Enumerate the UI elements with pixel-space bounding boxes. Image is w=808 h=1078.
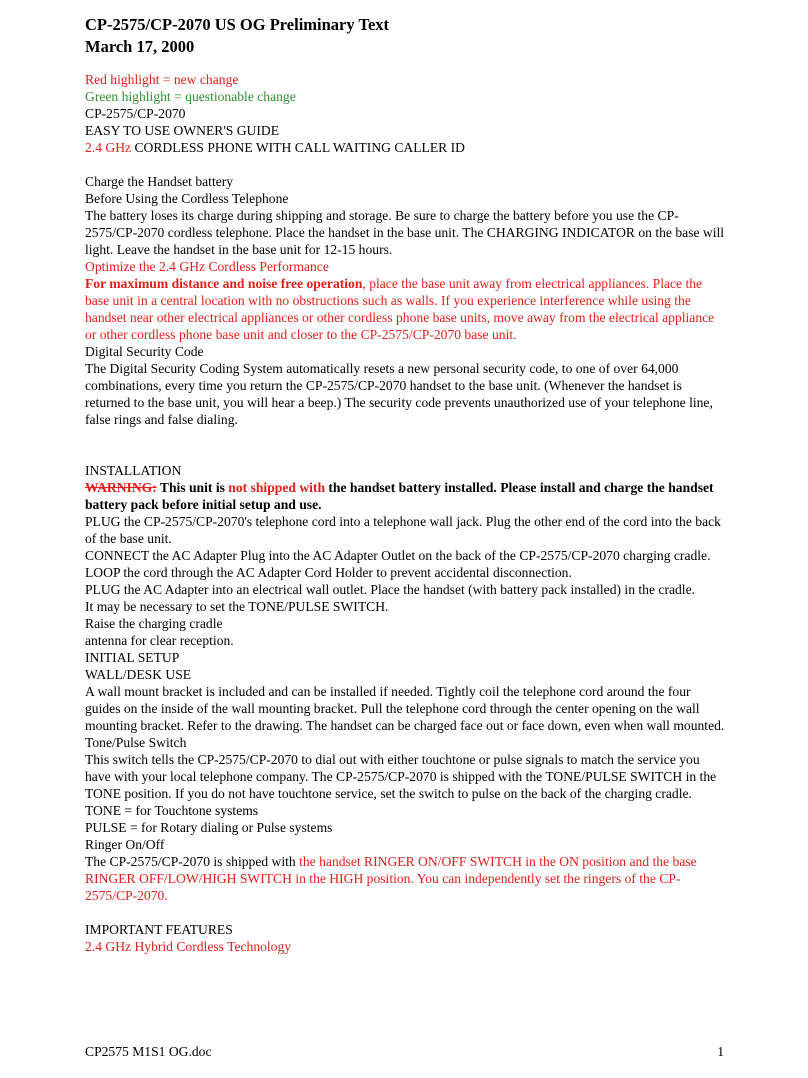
- spacer: [85, 156, 725, 173]
- wall-desk-body: A wall mount bracket is included and can be installed if needed. Tightly coil the telephone cord around the four guides on the inside of the wall mounting bracket. Pull the telephone cord through the center opening on the wall mounting bracket. Refer to the drawing. The handset can be charged face out or face down, even when wall mounted.: [85, 684, 725, 733]
- footer-filename: CP2575 M1S1 OG.doc: [85, 1044, 212, 1059]
- tone-pulse-body: This switch tells the CP-2575/CP-2070 to dial out with either touchtone or pulse signals to match the service you have with your local telephone company. The CP-2575/CP-2070 is shipped with the TONE/PULSE SWITCH in the TONE position. If you do not have touchtone service, set the switch to pulse on the back of the charging cradle.: [85, 752, 717, 801]
- warning-post: the handset battery installed. Please install and charge the handset battery pack before initial setup and use.: [85, 480, 714, 512]
- tone-note: It may be necessary to set the TONE/PULSE SWITCH.: [85, 599, 389, 614]
- warning-pre: This unit is: [156, 480, 229, 495]
- model-line: CP-2575/CP-2070: [85, 106, 186, 121]
- footer-page-number: 1: [717, 1044, 724, 1059]
- legend-green: Green highlight = questionable change: [85, 89, 296, 104]
- warning-highlight: not shipped with: [228, 480, 325, 495]
- document-title: CP-2575/CP-2070 US OG Preliminary Text: [85, 15, 390, 34]
- tone-definition: TONE = for Touchtone systems: [85, 803, 259, 818]
- spacer: [85, 58, 725, 71]
- pulse-definition: PULSE = for Rotary dialing or Pulse systems: [85, 820, 333, 835]
- ringer-pre: The CP-2575/CP-2070 is shipped with: [85, 854, 300, 869]
- hybrid-feature: 2.4 GHz Hybrid Cordless Technology: [85, 939, 292, 954]
- charge-heading: Charge the Handset battery: [85, 174, 234, 189]
- legend-red: Red highlight = new change: [85, 72, 239, 87]
- wall-desk-heading: WALL/DESK USE: [85, 667, 192, 682]
- warning-paragraph: [85, 479, 725, 513]
- features-heading: IMPORTANT FEATURES: [85, 922, 233, 937]
- antenna-note: antenna for clear reception.: [85, 633, 234, 648]
- ringer-body: [85, 853, 725, 904]
- tone-pulse-heading: Tone/Pulse Switch: [85, 735, 187, 750]
- charge-body: The battery loses its charge during shipping and storage. Be sure to charge the battery before you use the CP-2575/CP-2070 cordless telephone. Place the handset in the base unit. The CHARGING INDICATOR on the base will light. Leave the handset in the base unit for 12-15 hours.: [85, 208, 725, 257]
- security-body: The Digital Security Coding System automatically resets a new personal security code, to one of over 64,000 combinations, every time you return the CP-2575/CP-2070 handset to the base unit. (Whenever the handset is returned to the base unit, you will hear a beep.) The security code prevents unauthorized use of your telephone line, false rings and false dialing.: [85, 361, 713, 427]
- ghz-label: 2.4 GHz: [85, 140, 132, 155]
- charge-subheading: Before Using the Cordless Telephone: [85, 191, 289, 206]
- setup-heading: INITIAL SETUP: [85, 650, 180, 665]
- ringer-heading: Ringer On/Off: [85, 837, 165, 852]
- installation-heading: INSTALLATION: [85, 463, 182, 478]
- spacer: [85, 904, 725, 921]
- spacer: [85, 428, 725, 462]
- connect-step: CONNECT the AC Adapter Plug into the AC Adapter Outlet on the back of the CP-2575/CP-2070 charging cradle. LOOP the cord through the AC Adapter Cord Holder to prevent accidental disconnection.: [85, 548, 711, 580]
- guide-title: EASY TO USE OWNER'S GUIDE: [85, 123, 280, 138]
- plug-cord-step: PLUG the CP-2575/CP-2070's telephone cord into a telephone wall jack. Plug the other end of the cord into the back of the base unit.: [85, 514, 721, 546]
- product-name: CORDLESS PHONE WITH CALL WAITING CALLER ID: [131, 140, 465, 155]
- document-page: [85, 14, 725, 955]
- optimize-bold: For maximum distance and noise free operation: [85, 276, 363, 291]
- warning-label: WARNING:: [85, 480, 157, 495]
- ringer-highlight: the handset RINGER ON/OFF SWITCH in the ON position and the base RINGER OFF/LOW/HIGH SWITCH in the HIGH position. You can independently set the ringers of the CP-2575/CP-2070.: [85, 854, 697, 903]
- plug-adapter-step: PLUG the AC Adapter into an electrical wall outlet. Place the handset (with battery pack installed) in the cradle.: [85, 582, 696, 597]
- product-line: [85, 139, 725, 156]
- optimize-text: , place the base unit away from electrical appliances. Place the base unit in a central location with no obstructions such as walls. If you experience interference while using the handset near other electrical appliances or other cordless phone base units, move away from the electrical appliance or other cordless phone base unit and closer to the CP-2575/CP-2070 base unit.: [85, 276, 715, 342]
- document-date: March 17, 2000: [85, 37, 195, 56]
- optimize-heading: Optimize the 2.4 GHz Cordless Performance: [85, 259, 329, 274]
- raise-cradle: Raise the charging cradle: [85, 616, 223, 631]
- optimize-body: [85, 275, 725, 343]
- security-heading: Digital Security Code: [85, 344, 204, 359]
